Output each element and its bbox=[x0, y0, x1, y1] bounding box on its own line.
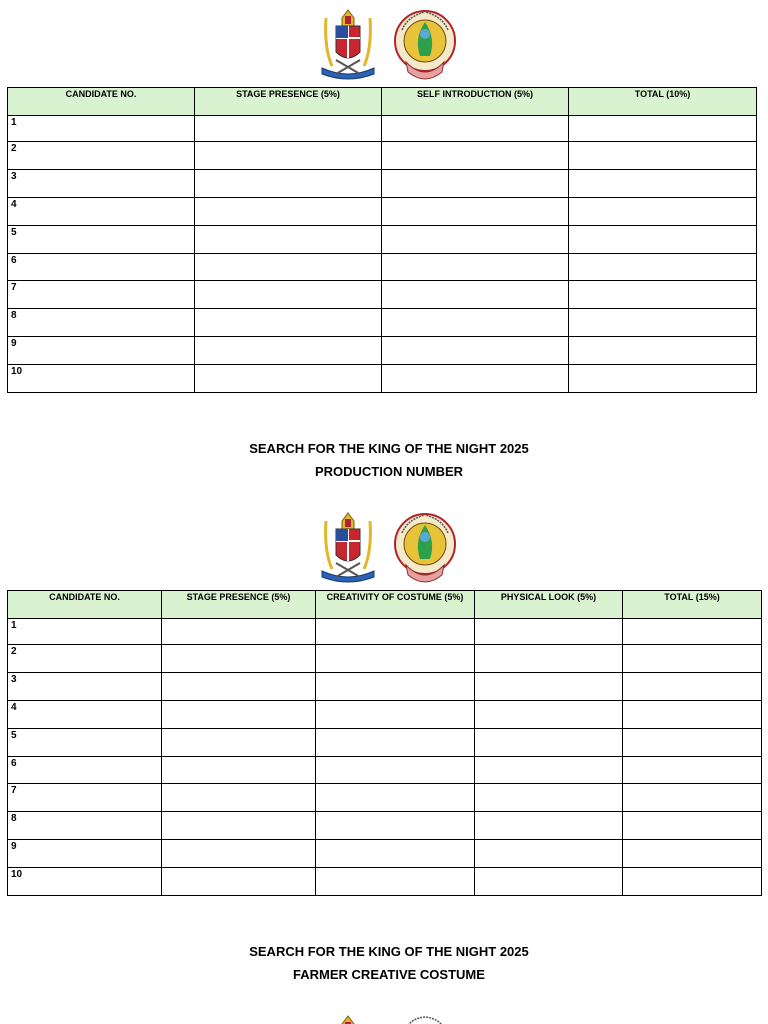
column-header: CREATIVITY OF COSTUME (5%) bbox=[316, 591, 475, 619]
score-cell[interactable] bbox=[162, 619, 316, 645]
logos-group-1 bbox=[0, 8, 768, 84]
candidate-number: 9 bbox=[8, 840, 162, 868]
table-row bbox=[8, 812, 762, 840]
total-cell[interactable] bbox=[623, 868, 762, 896]
candidate-number: 3 bbox=[8, 170, 195, 198]
table-row bbox=[8, 701, 762, 729]
score-cell[interactable] bbox=[475, 729, 623, 757]
table-row bbox=[8, 645, 762, 673]
table-row bbox=[8, 281, 757, 309]
total-cell[interactable] bbox=[569, 309, 757, 337]
score-table-1 bbox=[7, 87, 757, 393]
crest-icon bbox=[318, 511, 378, 587]
total-cell[interactable] bbox=[623, 645, 762, 673]
candidate-number: 6 bbox=[8, 757, 162, 784]
score-cell[interactable] bbox=[162, 840, 316, 868]
column-header: STAGE PRESENCE (5%) bbox=[162, 591, 316, 619]
candidate-number: 8 bbox=[8, 309, 195, 337]
total-cell[interactable] bbox=[623, 673, 762, 701]
score-cell[interactable] bbox=[316, 619, 475, 645]
score-cell[interactable] bbox=[162, 868, 316, 896]
section-title-farmer-costume bbox=[0, 940, 768, 986]
score-cell[interactable] bbox=[382, 254, 569, 281]
total-cell[interactable] bbox=[569, 254, 757, 281]
table-header-row bbox=[8, 591, 762, 619]
score-cell[interactable] bbox=[316, 673, 475, 701]
score-cell[interactable] bbox=[195, 116, 382, 142]
candidate-number: 8 bbox=[8, 812, 162, 840]
total-cell[interactable] bbox=[569, 116, 757, 142]
score-cell[interactable] bbox=[162, 645, 316, 673]
candidate-number: 4 bbox=[8, 701, 162, 729]
score-cell[interactable] bbox=[475, 673, 623, 701]
total-cell[interactable] bbox=[569, 281, 757, 309]
score-cell[interactable] bbox=[162, 729, 316, 757]
table-row bbox=[8, 254, 757, 281]
total-cell[interactable] bbox=[569, 170, 757, 198]
column-header: PHYSICAL LOOK (5%) bbox=[475, 591, 623, 619]
score-cell[interactable] bbox=[195, 281, 382, 309]
score-cell[interactable] bbox=[162, 701, 316, 729]
score-cell[interactable] bbox=[195, 309, 382, 337]
candidate-number: 9 bbox=[8, 337, 195, 365]
total-cell[interactable] bbox=[623, 812, 762, 840]
score-cell[interactable] bbox=[475, 645, 623, 673]
score-table-2 bbox=[7, 590, 762, 896]
candidate-number: 4 bbox=[8, 198, 195, 226]
total-cell[interactable] bbox=[569, 337, 757, 365]
score-cell[interactable] bbox=[195, 226, 382, 254]
crest-icon bbox=[318, 1014, 378, 1024]
score-cell[interactable] bbox=[382, 198, 569, 226]
table-row bbox=[8, 226, 757, 254]
candidate-number: 10 bbox=[8, 365, 195, 393]
section-title-production bbox=[0, 437, 768, 483]
total-cell[interactable] bbox=[569, 365, 757, 393]
candidate-number: 10 bbox=[8, 868, 162, 896]
score-cell[interactable] bbox=[382, 309, 569, 337]
score-cell[interactable] bbox=[195, 198, 382, 226]
score-cell[interactable] bbox=[162, 673, 316, 701]
page-title: SEARCH FOR THE KING OF THE NIGHT 2025 bbox=[249, 944, 529, 959]
candidate-number: 7 bbox=[8, 281, 195, 309]
total-cell[interactable] bbox=[623, 757, 762, 784]
candidate-number: 5 bbox=[8, 226, 195, 254]
score-cell[interactable] bbox=[382, 116, 569, 142]
total-cell[interactable] bbox=[623, 784, 762, 812]
column-header: TOTAL (10%) bbox=[569, 88, 757, 116]
candidate-number: 5 bbox=[8, 729, 162, 757]
candidate-number: 6 bbox=[8, 254, 195, 281]
score-cell[interactable] bbox=[316, 868, 475, 896]
score-cell[interactable] bbox=[382, 365, 569, 393]
column-header: STAGE PRESENCE (5%) bbox=[195, 88, 382, 116]
score-cell[interactable] bbox=[195, 337, 382, 365]
page-subtitle: FARMER CREATIVE COSTUME bbox=[293, 967, 485, 982]
seal-icon bbox=[392, 8, 458, 84]
table-row bbox=[8, 784, 762, 812]
score-cell[interactable] bbox=[195, 170, 382, 198]
score-cell[interactable] bbox=[316, 645, 475, 673]
score-cell[interactable] bbox=[195, 254, 382, 281]
total-cell[interactable] bbox=[623, 619, 762, 645]
total-cell[interactable] bbox=[623, 729, 762, 757]
score-cell[interactable] bbox=[195, 365, 382, 393]
column-header: SELF INTRODUCTION (5%) bbox=[382, 88, 569, 116]
page-title: SEARCH FOR THE KING OF THE NIGHT 2025 bbox=[249, 441, 529, 456]
table-row bbox=[8, 337, 757, 365]
table-row bbox=[8, 840, 762, 868]
page-subtitle: PRODUCTION NUMBER bbox=[314, 464, 464, 479]
total-cell[interactable] bbox=[623, 701, 762, 729]
crest-icon bbox=[318, 8, 378, 84]
table-row bbox=[8, 673, 762, 701]
score-cell[interactable] bbox=[382, 226, 569, 254]
score-cell[interactable] bbox=[475, 701, 623, 729]
candidate-number: 2 bbox=[8, 645, 162, 673]
score-cell[interactable] bbox=[475, 784, 623, 812]
total-cell[interactable] bbox=[569, 198, 757, 226]
table-row bbox=[8, 116, 757, 142]
seal-icon bbox=[392, 511, 458, 587]
total-cell[interactable] bbox=[623, 840, 762, 868]
score-cell[interactable] bbox=[316, 757, 475, 784]
score-cell[interactable] bbox=[162, 784, 316, 812]
score-cell[interactable] bbox=[382, 281, 569, 309]
score-cell[interactable] bbox=[382, 337, 569, 365]
score-cell[interactable] bbox=[475, 840, 623, 868]
score-cell[interactable] bbox=[316, 729, 475, 757]
column-header: CANDIDATE NO. bbox=[8, 591, 162, 619]
score-cell[interactable] bbox=[382, 170, 569, 198]
table-row bbox=[8, 142, 757, 170]
score-cell[interactable] bbox=[382, 142, 569, 170]
table-row bbox=[8, 757, 762, 784]
score-cell[interactable] bbox=[162, 812, 316, 840]
candidate-number: 2 bbox=[8, 142, 195, 170]
column-header: TOTAL (15%) bbox=[623, 591, 762, 619]
candidate-number: 1 bbox=[8, 619, 162, 645]
table-row bbox=[8, 198, 757, 226]
candidate-number: 3 bbox=[8, 673, 162, 701]
score-cell[interactable] bbox=[162, 757, 316, 784]
table-row bbox=[8, 170, 757, 198]
score-cell[interactable] bbox=[475, 619, 623, 645]
table-row bbox=[8, 619, 762, 645]
logos-group-3 bbox=[0, 1014, 768, 1024]
table-row bbox=[8, 365, 757, 393]
column-header: CANDIDATE NO. bbox=[8, 88, 195, 116]
table-row bbox=[8, 729, 762, 757]
score-cell[interactable] bbox=[316, 784, 475, 812]
total-cell[interactable] bbox=[569, 142, 757, 170]
candidate-number: 1 bbox=[8, 116, 195, 142]
table-header-row bbox=[8, 88, 757, 116]
score-cell[interactable] bbox=[316, 812, 475, 840]
candidate-number: 7 bbox=[8, 784, 162, 812]
score-cell[interactable] bbox=[316, 840, 475, 868]
score-cell[interactable] bbox=[316, 701, 475, 729]
score-cell[interactable] bbox=[475, 868, 623, 896]
score-cell[interactable] bbox=[195, 142, 382, 170]
table-row bbox=[8, 309, 757, 337]
table-row bbox=[8, 868, 762, 896]
logos-group-2 bbox=[0, 511, 768, 587]
score-cell[interactable] bbox=[475, 812, 623, 840]
seal-icon bbox=[392, 1014, 458, 1024]
total-cell[interactable] bbox=[569, 226, 757, 254]
score-cell[interactable] bbox=[475, 757, 623, 784]
